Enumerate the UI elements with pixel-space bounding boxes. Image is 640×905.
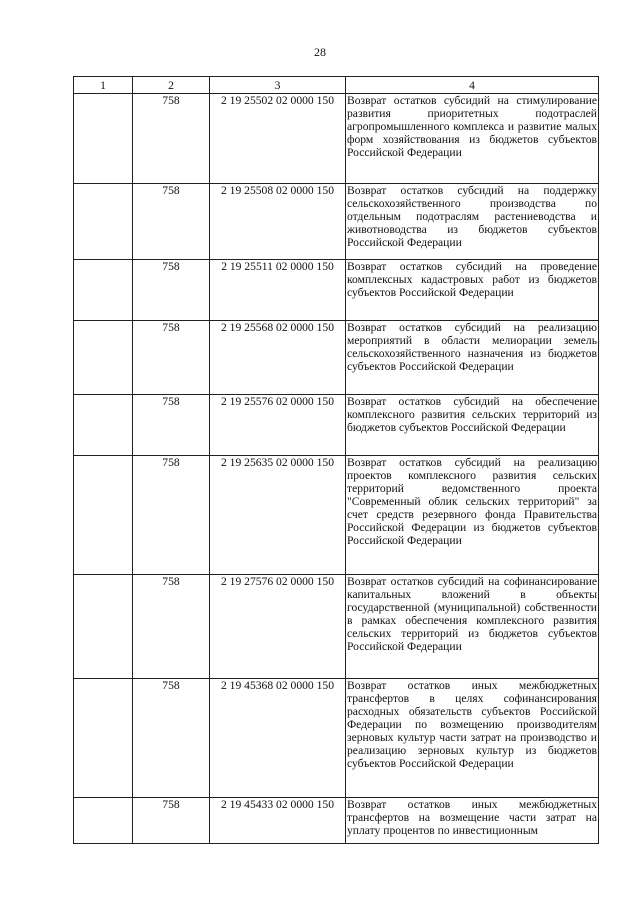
revenue-name-cell: Возврат остатков субсидий на стимулирование развития приоритетных подотраслей агропромышленного комплекса и развитие малых форм хозяйствования из бюджетов субъектов Российской Федерации bbox=[346, 94, 599, 184]
column-header: 2 bbox=[133, 77, 210, 94]
table-row bbox=[74, 456, 599, 575]
table-row bbox=[74, 321, 599, 395]
revenue-name-cell: Возврат остатков субсидий на реализацию проектов комплексного развития сельских территорий ведомственного проекта "Современный облик сельских территорий" за счет средств резервного фонда Правительства Российской Федерации из бюджетов субъектов Российской Федерации bbox=[346, 456, 599, 575]
table-row bbox=[74, 94, 599, 184]
table-row bbox=[74, 395, 599, 456]
empty-cell bbox=[74, 94, 133, 184]
budget-code-cell: 2 19 25568 02 0000 150 bbox=[210, 321, 346, 395]
empty-cell bbox=[74, 321, 133, 395]
revenue-name-cell: Возврат остатков субсидий на софинансирование капитальных вложений в объекты государственной (муниципальной) собственности в рамках обеспечения комплексного развития сельских территорий из бюджетов субъектов Российской Федерации bbox=[346, 575, 599, 679]
revenue-name-cell: Возврат остатков субсидий на проведение комплексных кадастровых работ из бюджетов субъектов Российской Федерации bbox=[346, 260, 599, 321]
admin-code-cell: 758 bbox=[133, 321, 210, 395]
empty-cell bbox=[74, 184, 133, 260]
column-header: 4 bbox=[346, 77, 599, 94]
budget-code-cell: 2 19 27576 02 0000 150 bbox=[210, 575, 346, 679]
table-row bbox=[74, 798, 599, 844]
revenue-name-cell: Возврат остатков иных межбюджетных трансфертов на возмещение части затрат на уплату процентов по инвестиционным bbox=[346, 798, 599, 844]
table-row bbox=[74, 679, 599, 798]
budget-code-cell: 2 19 25502 02 0000 150 bbox=[210, 94, 346, 184]
empty-cell bbox=[74, 260, 133, 321]
table-row bbox=[74, 184, 599, 260]
admin-code-cell: 758 bbox=[133, 395, 210, 456]
table-header-row bbox=[74, 77, 599, 94]
table-row bbox=[74, 260, 599, 321]
budget-code-cell: 2 19 25508 02 0000 150 bbox=[210, 184, 346, 260]
table-row bbox=[74, 575, 599, 679]
admin-code-cell: 758 bbox=[133, 184, 210, 260]
admin-code-cell: 758 bbox=[133, 798, 210, 844]
budget-code-cell: 2 19 25576 02 0000 150 bbox=[210, 395, 346, 456]
budget-code-cell: 2 19 25635 02 0000 150 bbox=[210, 456, 346, 575]
empty-cell bbox=[74, 395, 133, 456]
budget-code-cell: 2 19 25511 02 0000 150 bbox=[210, 260, 346, 321]
revenue-name-cell: Возврат остатков субсидий на обеспечение комплексного развития сельских территорий из бюджетов субъектов Российской Федерации bbox=[346, 395, 599, 456]
empty-cell bbox=[74, 456, 133, 575]
revenue-name-cell: Возврат остатков субсидий на реализацию мероприятий в области мелиорации земель сельскохозяйственного назначения из бюджетов субъектов Российской Федерации bbox=[346, 321, 599, 395]
revenue-name-cell: Возврат остатков субсидий на поддержку сельскохозяйственного производства по отдельным подотраслям растениеводства и животноводства из бюджетов субъектов Российской Федерации bbox=[346, 184, 599, 260]
admin-code-cell: 758 bbox=[133, 260, 210, 321]
admin-code-cell: 758 bbox=[133, 679, 210, 798]
column-header: 1 bbox=[74, 77, 133, 94]
revenue-name-cell: Возврат остатков иных межбюджетных трансфертов в целях софинансирования расходных обязательств субъектов Российской Федерации по возмещению производителям зерновых культур части затрат на производство и реализацию зерновых культур из бюджетов субъектов Российской Федерации bbox=[346, 679, 599, 798]
page-number: 28 bbox=[314, 45, 326, 59]
admin-code-cell: 758 bbox=[133, 94, 210, 184]
admin-code-cell: 758 bbox=[133, 575, 210, 679]
budget-code-cell: 2 19 45433 02 0000 150 bbox=[210, 798, 346, 844]
admin-code-cell: 758 bbox=[133, 456, 210, 575]
budget-code-cell: 2 19 45368 02 0000 150 bbox=[210, 679, 346, 798]
column-header: 3 bbox=[210, 77, 346, 94]
budget-classification-table bbox=[73, 76, 599, 844]
empty-cell bbox=[74, 798, 133, 844]
empty-cell bbox=[74, 575, 133, 679]
empty-cell bbox=[74, 679, 133, 798]
